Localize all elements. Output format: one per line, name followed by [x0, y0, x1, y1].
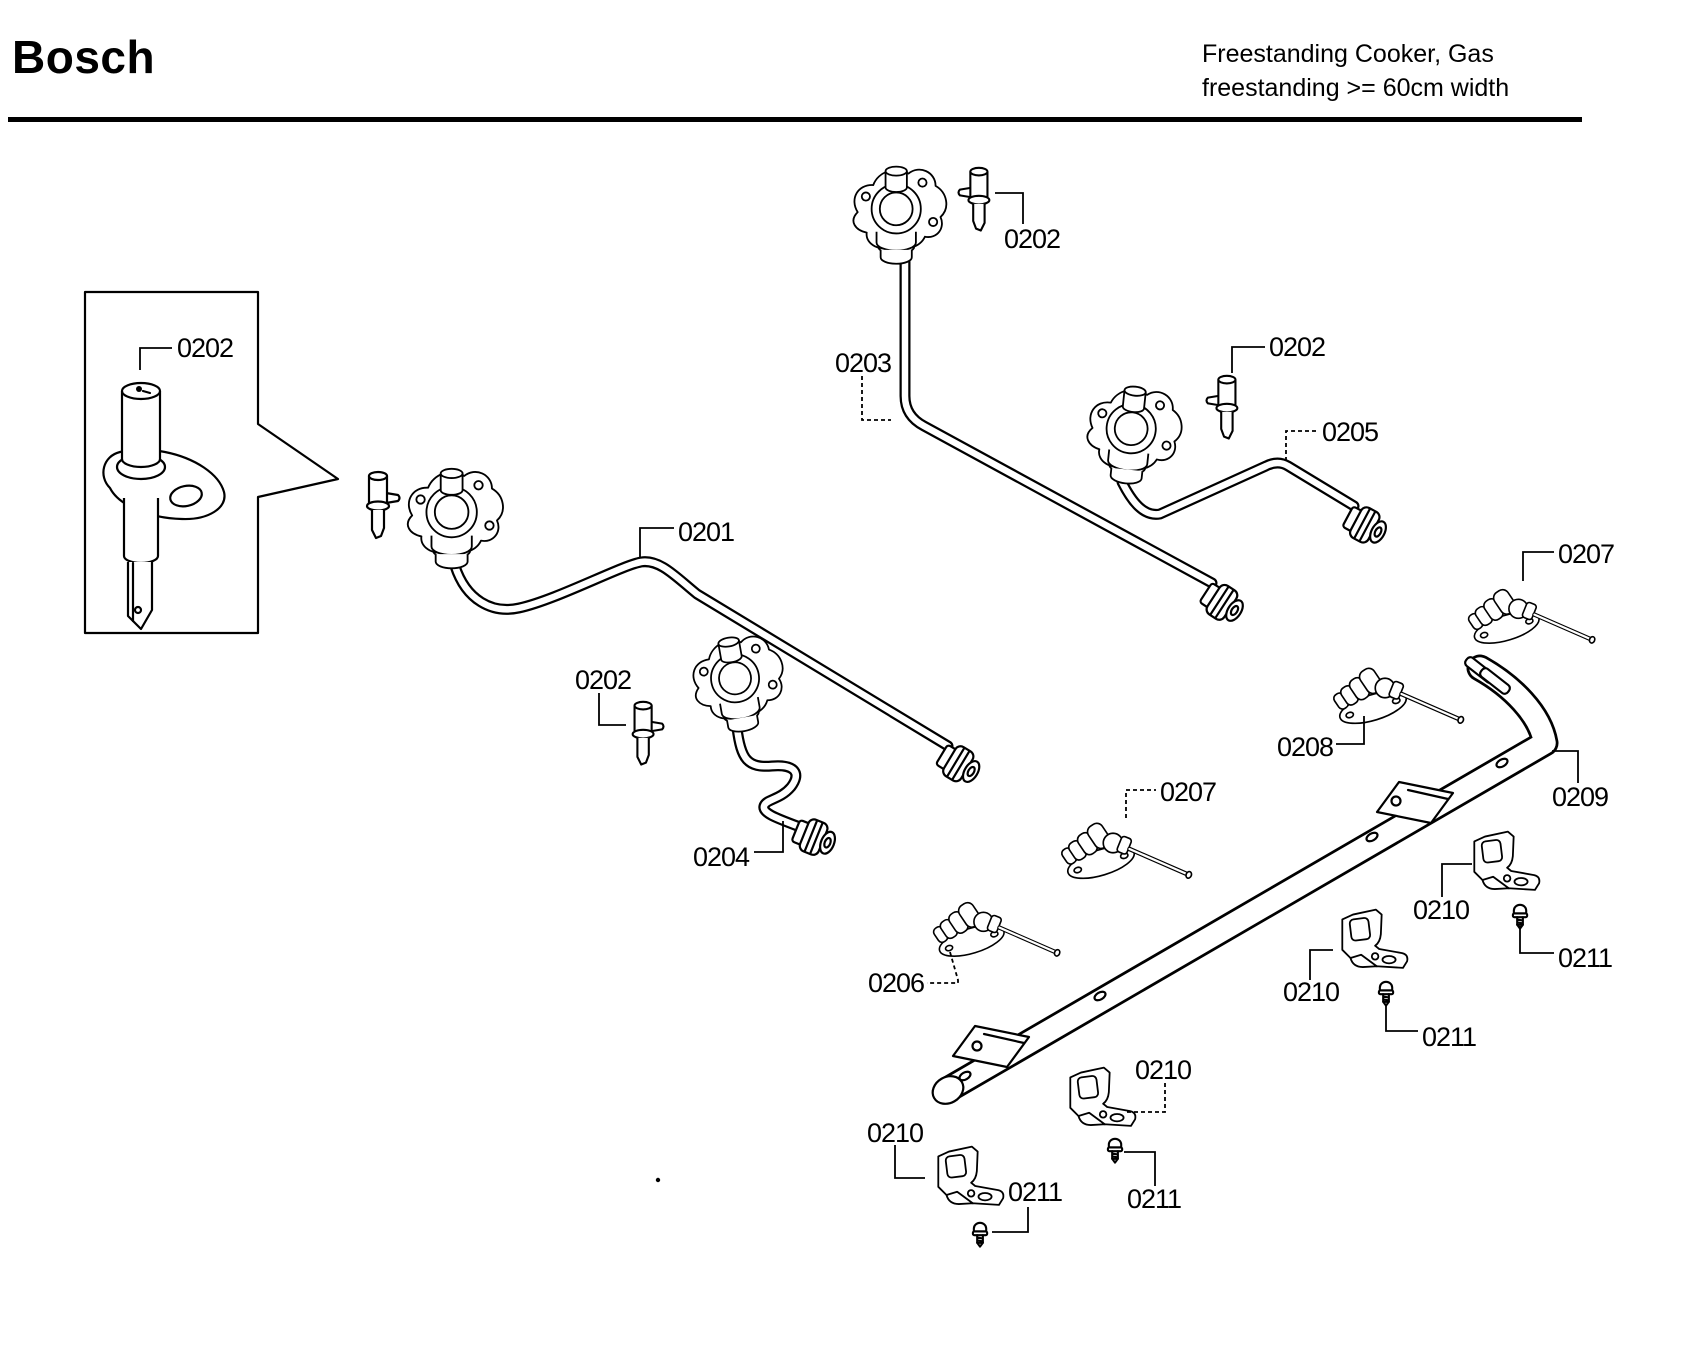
callout-0202-right: 0202 [1269, 332, 1326, 362]
leader-0210-4 [895, 1145, 925, 1178]
injector-0207-middle [1058, 821, 1193, 885]
bracket-0210-4 [938, 1147, 1003, 1205]
leader-0211-4 [992, 1207, 1028, 1232]
brand-logo: Bosch [12, 31, 156, 83]
leader-0201 [640, 528, 674, 557]
callout-0202-bottom-left: 0202 [575, 665, 632, 695]
injector-0207-top-right [1464, 587, 1595, 649]
screw-0211-1 [1513, 905, 1527, 929]
callout-0210-4: 0210 [867, 1118, 924, 1148]
callout-0211-2: 0211 [1422, 1022, 1477, 1052]
callout-0210-3: 0210 [1135, 1055, 1192, 1085]
inset-igniter [103, 383, 224, 629]
callout-0205: 0205 [1322, 417, 1379, 447]
product-title-line1: Freestanding Cooker, Gas [1202, 40, 1494, 68]
tube-0204 [737, 728, 800, 827]
bracket-0210-3 [1070, 1068, 1135, 1126]
igniter-top [958, 168, 989, 231]
callout-0207-middle: 0207 [1160, 777, 1217, 807]
leader-bottom-left-0202 [599, 693, 626, 725]
callout-0209: 0209 [1552, 782, 1609, 812]
callout-0210-1: 0210 [1413, 895, 1470, 925]
leader-0204 [754, 821, 783, 852]
gas-tap-top [853, 167, 946, 264]
leader-0207-top-right [1523, 552, 1554, 581]
leader-0211-2 [1386, 1005, 1418, 1031]
leader-0203 [862, 376, 891, 420]
scan-artifact-dot [656, 1178, 660, 1182]
callout-0206: 0206 [868, 968, 925, 998]
igniter-bottom-left [633, 702, 664, 765]
leader-inset-0202 [140, 348, 172, 370]
leader-0211-1 [1520, 926, 1554, 953]
leader-top-0202 [995, 193, 1023, 224]
callout-0207-top-right: 0207 [1558, 539, 1615, 569]
callout-0211-3: 0211 [1127, 1184, 1182, 1214]
injector-0206 [929, 900, 1060, 962]
callout-0201: 0201 [678, 517, 735, 547]
callout-0202-top: 0202 [1004, 224, 1061, 254]
igniter-by-left-tap [367, 472, 400, 538]
gas-tap-right [1083, 382, 1186, 488]
leader-right-0202 [1232, 347, 1265, 373]
bracket-0210-2 [1342, 910, 1407, 968]
callout-0203: 0203 [835, 348, 892, 378]
leader-0209 [1552, 751, 1578, 783]
callout-0211-1: 0211 [1558, 943, 1613, 973]
leader-0211-3 [1124, 1152, 1155, 1186]
callout-0208: 0208 [1277, 732, 1334, 762]
tube-0201 [455, 562, 948, 746]
tube-0205 [1122, 463, 1354, 514]
igniter-right [1206, 376, 1237, 439]
screw-0211-3 [1108, 1139, 1122, 1163]
leader-0210-1 [1442, 864, 1472, 897]
nut-tube-0203 [1197, 578, 1249, 629]
leader-0207-middle [1126, 790, 1156, 818]
callout-0210-2: 0210 [1283, 977, 1340, 1007]
injector-0208 [1330, 666, 1465, 730]
bracket-0210-1 [1474, 832, 1539, 890]
callout-0204: 0204 [693, 842, 750, 872]
screw-0211-2 [1379, 982, 1393, 1006]
callout-0202-inset: 0202 [177, 333, 234, 363]
leader-0210-3 [1127, 1083, 1165, 1112]
callout-0211-4: 0211 [1008, 1177, 1063, 1207]
leader-0205 [1286, 431, 1318, 461]
product-title-line2: freestanding >= 60cm width [1202, 74, 1510, 102]
gas-tap-left [408, 469, 503, 569]
leader-0210-2 [1310, 950, 1333, 980]
screw-0211-4 [973, 1223, 987, 1247]
